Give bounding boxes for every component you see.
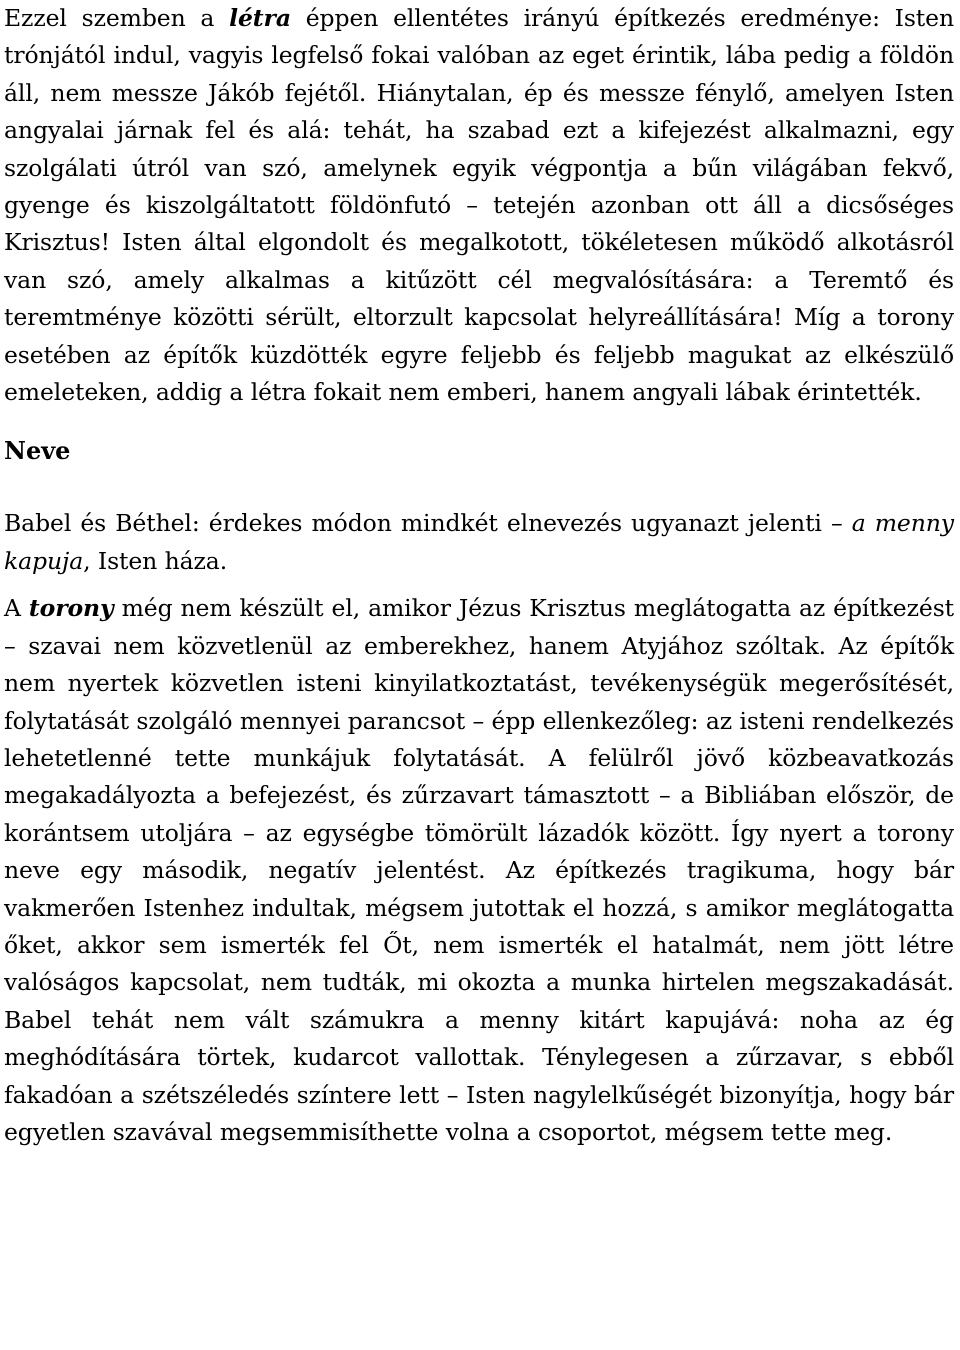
- emphasized-term-letra: létra: [229, 4, 291, 32]
- section-heading: Neve: [4, 436, 71, 466]
- paragraph-text-start: Ezzel szemben a: [4, 4, 230, 32]
- emphasized-term-torony: torony: [28, 594, 114, 623]
- paragraph-text-start: Babel és Béthel: érdekes módon mindkét elnevezés ugyanazt jelenti –: [4, 509, 852, 538]
- paragraph-ladder: [4, 0, 954, 411]
- paragraph-names: [4, 483, 954, 580]
- paragraph-text-rest: még nem készült el, amikor Jézus Krisztus meglátogatta az építkezést – szavai nem közvetlenül az emberekhez, hanem Atyjához szóltak. Az építők nem nyertek közvetlen isteni kinyilatkoztatást, tevékenységük megerősítését, folytatását szolgáló mennyei parancsot – épp ellenkezőleg: az isteni rendelkezés lehetetlenné tette munkájuk folytatását. A felülről jövő közbeavatkozás megakadályozta a befejezést, és zűrzavart támasztott – a Bibliában először, de korántsem utoljára – az egységbe tömörült lázadók között. Így nyert a torony neve egy második, negatív jelentést. Az építkezés tragikuma, hogy bár vakmerően Istenhez indultak, mégsem jutottak el hozzá, s amikor meglátogatta őket, akkor sem ismerték fel Őt, nem ismerték el hatalmát, nem jött létre valóságos kapcsolat, nem tudták, mi okozta a munka hirtelen megszakadását. Babel tehát nem vált számukra a menny kitárt kapujává: noha az ég meghódítására törtek, kudarcot vallottak. Ténylegesen a zűrzavar, s ebből fakadóan a szétszéledés színtere lett – Isten nagylelkűségét bizonyítja, hogy bár egyetlen szavával megsemmisíthette volna a csoportot, mégsem tette meg.: [4, 594, 955, 1146]
- paragraph-text-start: A: [4, 594, 29, 623]
- paragraph-text-rest: , Isten háza.: [83, 546, 228, 575]
- emphasized-term-menny-kapuja: a menny kapuja: [4, 509, 954, 575]
- paragraph-tower: [4, 580, 954, 1151]
- paragraph-text-rest: éppen ellentétes irányú építkezés eredménye: Isten trónjától indul, vagyis legfelső fokai valóban az eget érintik, lába pedig a földön áll, nem messze Jákób fejétől. Hiánytalan, ép és messze fénylő, amelyen Isten angyalai járnak fel és alá: tehát, ha szabad ezt a kifejezést alkalmazni, egy szolgálati útról van szó, amelynek egyik végpontja a bűn világában fekvő, gyenge és kiszolgáltatott földönfutó – tetején azonban ott áll a dicsőséges Krisztus! Isten által elgondolt és megalkotott, tökéletesen működő alkotásról van szó, amely alkalmas a kitűzött cél megvalósítására: a Teremtő és teremtménye közötti sérült, eltorzult kapcsolat helyreállítására! Míg a torony esetében az építők küzdötték egyre feljebb és feljebb magukat az elkészülő emeleteken, addig a létra fokait nem emberi, hanem angyali lábak érintették.: [4, 4, 954, 407]
